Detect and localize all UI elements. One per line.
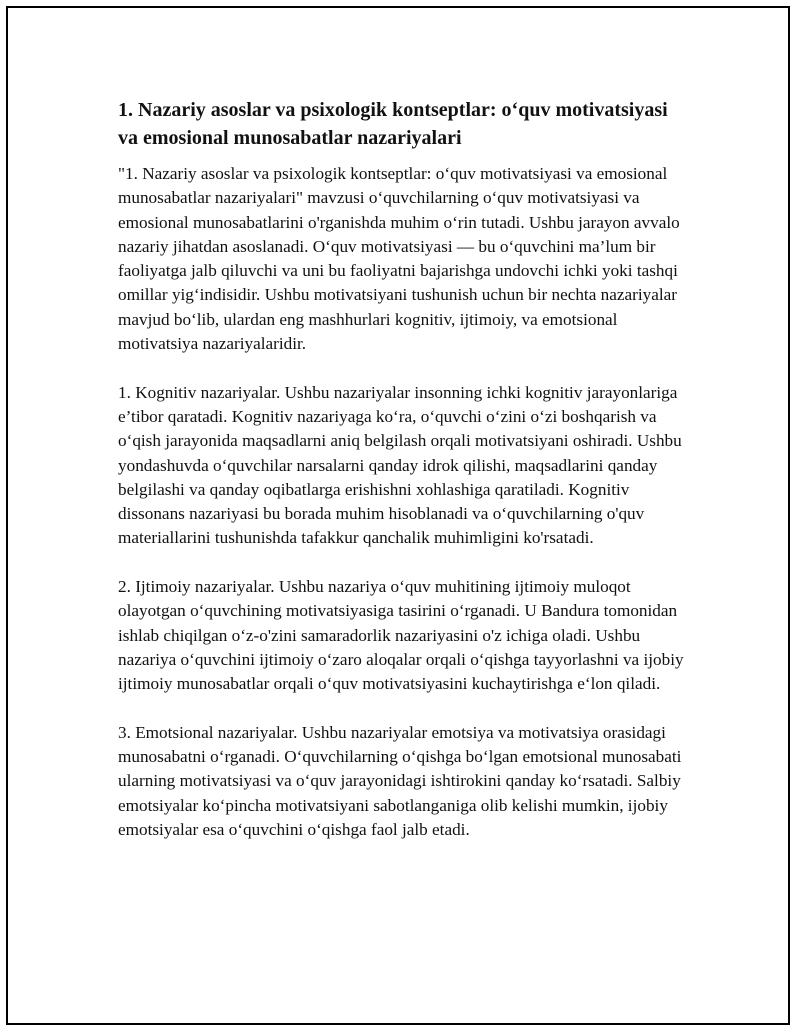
paragraph-cognitive-theories: 1. Kognitiv nazariyalar. Ushbu nazariyalar insonning ichki kognitiv jarayonlariga e’tibor qaratadi. Kognitiv nazariyaga ko‘ra, o‘quvchi o‘zini o‘zi boshqarish va o‘qish jarayonida maqsadlarni aniq belgilash orqali motivatsiyani oshiradi. Ushbu yondashuvda o‘quvchilar narsalarni qanday idrok qilishi, maqsadlarini qanday belgilashi va qanday oqibatlarga erishishni xohlashiga qaratiladi. Kognitiv dissonans nazariyasi bu borada muhim hisoblanadi va o‘quvchilarning o'quv materiallarini tushunishda tafakkur qanchalik muhimligini ko'rsatadi. (118, 382, 682, 548)
paragraph-emotional-theories: 3. Emotsional nazariyalar. Ushbu nazariyalar emotsiya va motivatsiya orasidagi munosabatni o‘rganadi. O‘quvchilarning o‘qishga bo‘lgan emotsional munosabati ularning motivatsiyasi va o‘quv jarayonidagi ishtirokini qanday ko‘rsatadi. Salbiy emotsiyalar ko‘pincha motivatsiyani sabotlanganiga olib kelishi mumkin, ijobiy emotsiyalar esa o‘quvchini o‘qishga faol jalb etadi. (118, 722, 682, 840)
paragraph-social-theories: 2. Ijtimoiy nazariyalar. Ushbu nazariya o‘quv muhitining ijtimoiy muloqot olayotgan o‘quvchining motivatsiyasiga tasirini o‘rganadi. U Bandura tomonidan ishlab chiqilgan o‘z-o'zini samaradorlik nazariyasini o'z ichiga oladi. Ushbu nazariya o‘quvchini ijtimoiy o‘zaro aloqalar orqali o‘qishga tayyorlashni va ijobiy ijtimoiy munosabatlar orqali o‘quv motivatsiyasini kuchaytirishga e‘lon qiladi. (118, 577, 684, 694)
document-heading: 1. Nazariy asoslar va psixologik kontseptlar: o‘quv motivatsiyasi va emosional munosabatlar nazariyalari (118, 99, 668, 149)
document-body (118, 96, 688, 867)
paragraph-intro: "1. Nazariy asoslar va psixologik kontseptlar: o‘quv motivatsiyasi va emosional munosabatlar nazariyalari" mavzusi o‘quvchilarning o‘quv motivatsiyasi va emosional munosabatlarini o'rganishda muhim o‘rin tutadi. Ushbu jarayon avvalo nazariy jihatdan asoslanadi. O‘quv motivatsiyasi — bu o‘quvchini ma’lum bir faoliyatga jalb qiluvchi va uni bu faoliyatni bajarishga undovchi ichki yoki tashqi omillar yig‘indisidir. Ushbu motivatsiyani tushunish uchun bir nechta nazariyalar mavjud bo‘lib, ulardan eng mashhurlari kognitiv, ijtimoiy, va emotsional motivatsiya nazariyalaridir. (118, 164, 680, 354)
